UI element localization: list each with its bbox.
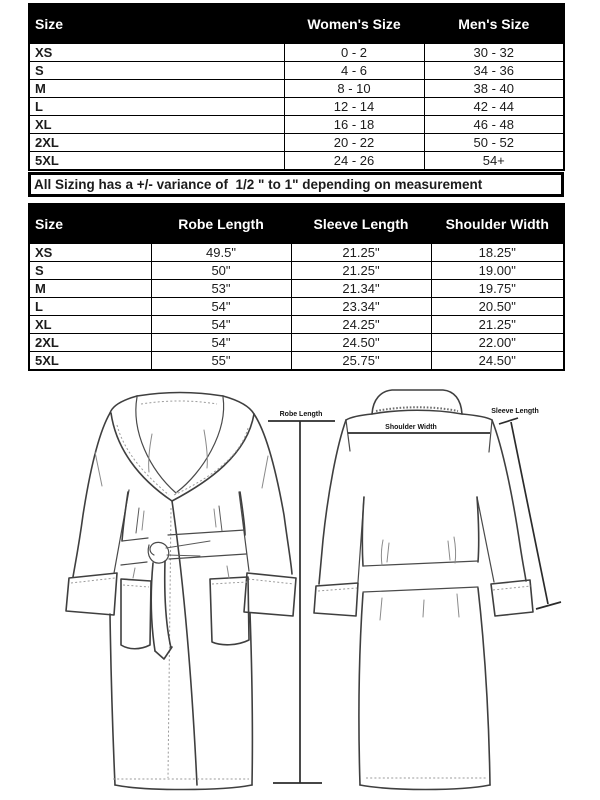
front-left-sleeve	[73, 413, 110, 577]
belt-right-bottom	[169, 554, 246, 559]
table-row	[29, 44, 564, 62]
front-left-cuff-stitch	[71, 578, 115, 583]
belt-left-bottom	[121, 562, 147, 565]
sleeve-length-cell: 25.75"	[291, 352, 431, 371]
back-right-shoulder	[462, 414, 492, 420]
back-right-cuff	[491, 580, 533, 616]
table-row	[29, 316, 564, 334]
table-row	[29, 116, 564, 134]
front-left-side	[122, 492, 128, 541]
table-row	[29, 62, 564, 80]
back-left-shoulder-seam	[346, 420, 350, 451]
back-left-cuff	[314, 583, 358, 616]
womens-size-cell: 16 - 18	[284, 116, 424, 134]
wrinkle-mark	[142, 511, 144, 530]
wrinkle-mark	[262, 456, 268, 488]
front-right-pocket	[210, 577, 249, 645]
robe-length-label: Robe Length	[279, 411, 323, 418]
front-right-sleeve-inner	[239, 492, 249, 571]
wrinkle-mark	[423, 600, 424, 617]
back-left-shoulder	[346, 414, 372, 420]
size-cell: 5XL	[29, 152, 284, 171]
shoulder-width-cell: 24.50"	[431, 352, 564, 371]
mens-size-cell: 42 - 44	[424, 98, 564, 116]
belt-right-top	[168, 530, 245, 535]
collar-stitch-left	[117, 425, 169, 495]
belt-wrap-line	[167, 555, 200, 556]
size-cell: XS	[29, 44, 284, 62]
front-right-pocket-stitch	[212, 582, 247, 584]
back-right-skirt-edge	[478, 588, 490, 785]
shoulder-width-cell: 19.75"	[431, 280, 564, 298]
wrinkle-mark	[380, 598, 382, 620]
mens-size-cell: 38 - 40	[424, 80, 564, 98]
table-header-row	[29, 4, 564, 44]
belt-wrap-line	[166, 541, 210, 548]
table-row	[29, 298, 564, 316]
mens-size-cell: 30 - 32	[424, 44, 564, 62]
column-header-robe-length: Robe Length	[151, 204, 291, 244]
back-right-shoulder-seam	[489, 420, 492, 452]
column-header-size: Size	[29, 4, 284, 44]
robe-length-cell: 53"	[151, 280, 291, 298]
column-header-womens-size: Women's Size	[284, 4, 424, 44]
shawl-collar-right-outer	[172, 414, 254, 501]
womens-size-cell: 8 - 10	[284, 80, 424, 98]
back-right-side	[477, 497, 479, 562]
front-neck-stitch	[141, 401, 217, 404]
table-row	[29, 152, 564, 171]
size-cell: 2XL	[29, 334, 151, 352]
size-cell: L	[29, 98, 284, 116]
front-neckline	[137, 393, 223, 397]
sleeve-length-cell: 24.50"	[291, 334, 431, 352]
shoulder-width-cell: 19.00"	[431, 262, 564, 280]
wrinkle-mark	[133, 568, 135, 578]
wrinkle-mark	[381, 540, 383, 565]
front-left-shoulder	[110, 396, 137, 413]
front-right-cuff-stitch	[248, 579, 294, 584]
shawl-collar-left-outer	[111, 413, 172, 501]
robe-length-cell: 54"	[151, 298, 291, 316]
size-cell: M	[29, 280, 151, 298]
table-row	[29, 262, 564, 280]
table-row	[29, 134, 564, 152]
size-cell: XL	[29, 316, 151, 334]
robe-length-cell: 54"	[151, 316, 291, 334]
sleeve-length-cell: 24.25"	[291, 316, 431, 334]
wrinkle-mark	[387, 543, 389, 562]
column-header-shoulder-width: Shoulder Width	[431, 204, 564, 244]
sleeve-length-cell: 23.34"	[291, 298, 431, 316]
sleeve-length-cell: 21.34"	[291, 280, 431, 298]
robe-length-cell: 55"	[151, 352, 291, 371]
size-cell: L	[29, 298, 151, 316]
back-left-sleeve	[319, 420, 346, 584]
front-hem	[115, 785, 252, 790]
womens-size-cell: 20 - 22	[284, 134, 424, 152]
sleeve-length-cell: 21.25"	[291, 262, 431, 280]
column-header-sleeve-length: Sleeve Length	[291, 204, 431, 244]
back-hem	[360, 785, 490, 790]
size-cell: 5XL	[29, 352, 151, 371]
robe-measurements-table	[28, 203, 565, 371]
front-right-skirt-edge	[250, 613, 252, 785]
size-cell: S	[29, 262, 151, 280]
belt-tie-left-edge	[151, 563, 155, 651]
shoulder-width-cell: 18.25"	[431, 244, 564, 262]
sleeve-length-cell: 21.25"	[291, 244, 431, 262]
table-row	[29, 244, 564, 262]
shawl-collar-left-inner	[136, 397, 176, 493]
size-cell: 2XL	[29, 134, 284, 152]
table-row	[29, 80, 564, 98]
robe-length-cell: 54"	[151, 334, 291, 352]
wrinkle-mark	[219, 506, 222, 531]
shoulder-width-cell: 22.00"	[431, 334, 564, 352]
front-left-skirt-edge	[110, 614, 115, 785]
front-right-shoulder	[223, 396, 254, 414]
mens-size-cell: 50 - 52	[424, 134, 564, 152]
shoulder-width-cell: 21.25"	[431, 316, 564, 334]
back-left-side	[362, 497, 364, 566]
back-left-cuff-stitch	[318, 588, 357, 591]
womens-size-cell: 24 - 26	[284, 152, 424, 171]
belt-knot	[148, 542, 169, 563]
robe-length-cell: 49.5"	[151, 244, 291, 262]
women-men-size-table	[28, 3, 565, 171]
size-cell: XL	[29, 116, 284, 134]
back-left-skirt-edge	[359, 593, 363, 785]
size-cell: M	[29, 80, 284, 98]
column-header-mens-size: Men's Size	[424, 4, 564, 44]
table-row	[29, 352, 564, 371]
wrinkle-mark	[149, 434, 152, 472]
table-row	[29, 98, 564, 116]
mens-size-cell: 54+	[424, 152, 564, 171]
womens-size-cell: 4 - 6	[284, 62, 424, 80]
wrinkle-mark	[227, 566, 229, 578]
front-left-pocket-stitch	[123, 585, 149, 587]
size-cell: XS	[29, 244, 151, 262]
womens-size-cell: 12 - 14	[284, 98, 424, 116]
womens-size-cell: 0 - 2	[284, 44, 424, 62]
back-belt-top	[363, 561, 478, 566]
column-header-size: Size	[29, 204, 151, 244]
back-right-sleeve	[492, 420, 526, 581]
front-right-side	[240, 492, 245, 535]
wrinkle-mark	[448, 541, 450, 560]
back-right-sleeve-inner	[477, 497, 494, 582]
sleeve-length-line	[511, 422, 548, 604]
shoulder-width-annotation	[348, 424, 490, 433]
robe-length-cell: 50"	[151, 262, 291, 280]
belt-left-top	[122, 538, 148, 541]
wrinkle-mark	[136, 508, 139, 533]
sleeve-length-label: Sleeve Length	[491, 408, 539, 415]
size-cell: S	[29, 62, 284, 80]
mens-size-cell: 46 - 48	[424, 116, 564, 134]
table-header-row	[29, 204, 564, 244]
sizing-variance-note: All Sizing has a +/- variance of 1/2 " to 1" depending on measurement	[28, 172, 564, 197]
robe-front-view	[66, 393, 296, 790]
back-right-cuff-stitch	[493, 586, 531, 590]
robe-size-diagram	[0, 385, 600, 800]
belt-tie-tip	[155, 647, 172, 659]
wrinkle-mark	[457, 594, 459, 617]
front-left-pocket	[121, 579, 151, 649]
front-right-sleeve	[254, 414, 292, 574]
table-row	[29, 334, 564, 352]
shawl-collar-right-inner	[177, 397, 224, 492]
front-right-cuff	[244, 573, 296, 616]
wrinkle-mark	[95, 452, 102, 486]
back-belt-bottom	[363, 587, 478, 592]
table-row	[29, 280, 564, 298]
sleeve-length-top-cap	[499, 418, 518, 424]
wrinkle-mark	[214, 509, 216, 527]
wrinkle-mark	[454, 537, 456, 563]
mens-size-cell: 34 - 36	[424, 62, 564, 80]
robe-back-view	[314, 390, 533, 790]
robe-length-annotation	[268, 411, 335, 783]
front-left-cuff	[66, 573, 117, 615]
shoulder-width-cell: 20.50"	[431, 298, 564, 316]
back-collar-bottom	[372, 410, 462, 414]
shoulder-width-label: Shoulder Width	[385, 424, 437, 431]
